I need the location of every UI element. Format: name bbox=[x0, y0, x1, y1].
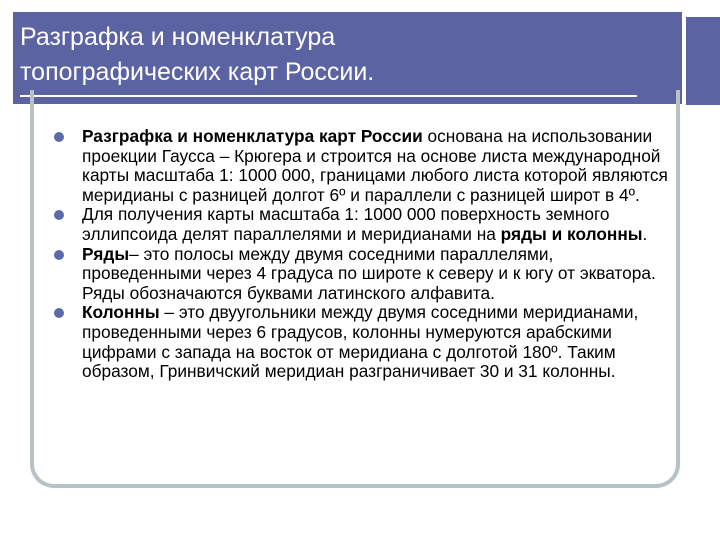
bullet-dot-icon bbox=[54, 308, 64, 318]
bullet-bold-term: Разграфка и номенклатура карт России bbox=[82, 126, 423, 146]
bullet-bold-term: Ряды bbox=[82, 243, 130, 264]
bullet-dot-icon bbox=[54, 132, 64, 142]
slide-title bbox=[20, 20, 640, 90]
bullet-list bbox=[54, 127, 674, 382]
list-item bbox=[54, 245, 674, 304]
bullet-bold-term: ряды и колонны bbox=[500, 223, 643, 244]
bullet-text-end: . bbox=[642, 223, 648, 244]
bullet-text: – это полосы между двумя соседними параллелями, проведенными через 4 градуса по широте к северу и к югу от экватора. Ряды обозначаются буквами латинского алфавита. bbox=[82, 243, 656, 303]
list-item bbox=[54, 205, 674, 244]
bullet-bold-term: Колонны bbox=[82, 302, 160, 323]
bullet-dot-icon bbox=[54, 210, 64, 220]
slide-title-line-1: Разграфка и номенклатура bbox=[20, 23, 336, 51]
slide-title-line-2: топографических карт России. bbox=[20, 58, 375, 86]
title-bar-corner-block bbox=[686, 17, 720, 105]
list-item bbox=[54, 303, 674, 381]
list-item bbox=[54, 127, 674, 205]
bullet-text: Для получения карты масштаба 1: 1000 000 поверхность земного эллипсоида делят параллелями и меридианами на bbox=[82, 204, 610, 244]
bullet-text: – это двуугольники между двумя соседними меридианами, проведенными через 6 градусов, колонны нумеруются арабскими цифрами с запада на восток от меридиана с долготой 180º. Таким образом, Гринвичский меридиан разграничивает 30 и 31 колонны. bbox=[82, 302, 639, 382]
bullet-dot-icon bbox=[54, 250, 64, 260]
bullet-text: основана на использовании проекции Гаусса – Крюгера и строится на основе листа международной карты масштаба 1: 1000 000, границами любого листа которой являются меридианы с разницей долгот 6º и параллели с разницей широт в 4º. bbox=[82, 126, 668, 205]
